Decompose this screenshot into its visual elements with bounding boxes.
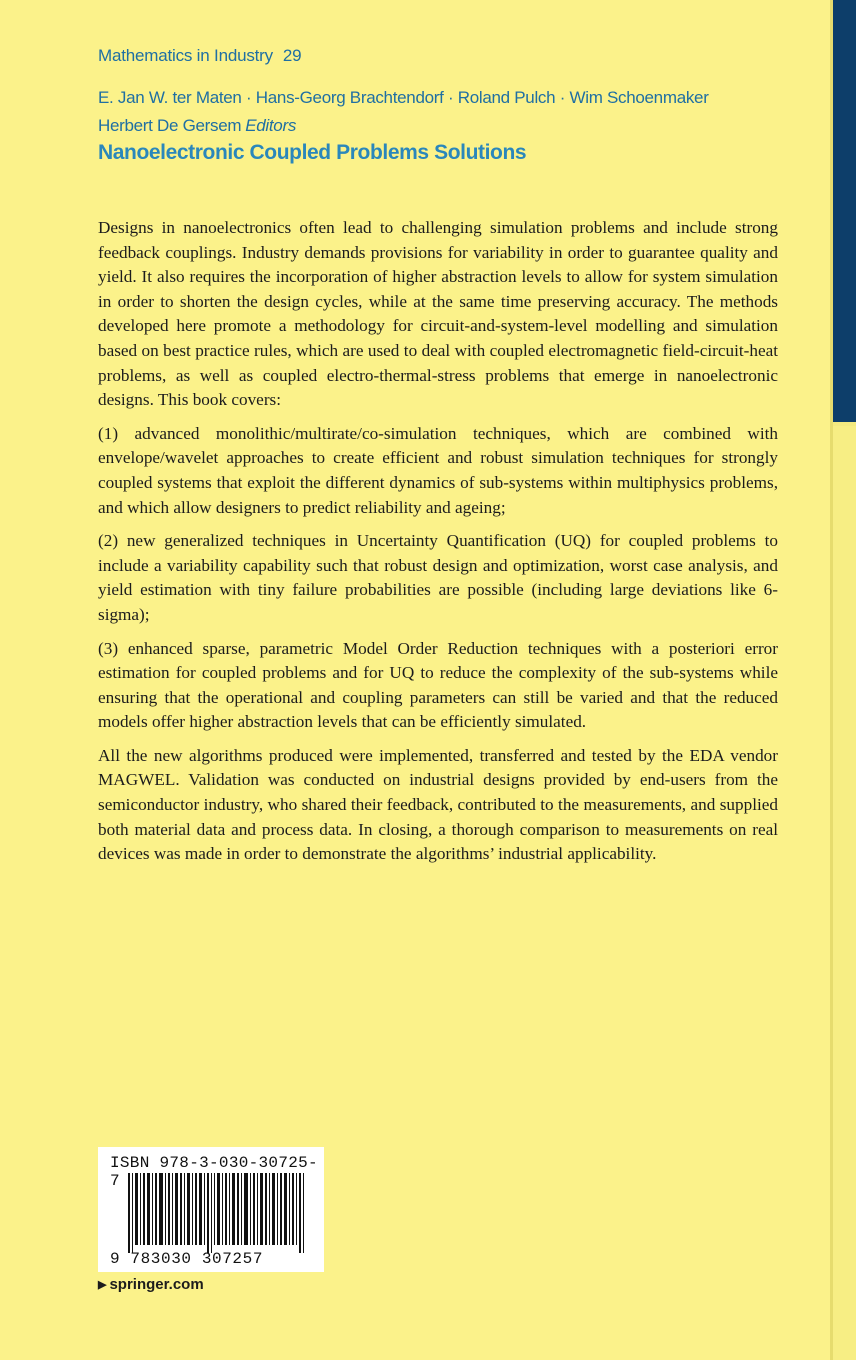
spine-divider (833, 422, 856, 426)
description-paragraph: (1) advanced monolithic/multirate/co-simulation techniques, which are combined with envelope/wavelet approaches to create efficient and robust simulation techniques for strongly coupled systems that exploit the different dynamics of sub-systems within multiphysics problems, and which allow designers to predict reliability and ageing; (98, 423, 778, 517)
publisher-url: springer.com (109, 1276, 204, 1293)
editor-names-line-1: E. Jan W. ter Maten · Hans-Georg Brachtendorf · Roland Pulch · Wim Schoenmaker (98, 88, 709, 107)
isbn-barcode-box (98, 1147, 324, 1272)
series-line (98, 46, 301, 66)
series-number: 29 (282, 46, 302, 65)
play-arrow-icon: ▶ (98, 1279, 107, 1291)
barcode-digits: 9 783030 307257 (110, 1250, 264, 1268)
description-paragraph: (3) enhanced sparse, parametric Model Order Reduction techniques with a posteriori error estimation for coupled problems and for UQ to reduce the complexity of the sub-systems while ensuring that the operational and coupling parameters can still be varied and that the reduced models offer higher abstraction levels that can be efficiently simulated. (98, 638, 778, 732)
publisher-link[interactable] (98, 1276, 204, 1293)
book-title: Nanoelectronic Coupled Problems Solutions (98, 141, 527, 164)
editors-role: Editors (245, 116, 297, 135)
description-paragraph: All the new algorithms produced were implemented, transferred and tested by the EDA vendor MAGWEL. Validation was conducted on industrial designs provided by end-users from the semiconductor industry, who shared their feedback, contributed to the measurements, and supplied both material data and process data. In closing, a thorough comparison to measurements on real devices was made in order to demonstrate the algorithms’ industrial applicability. (98, 745, 778, 864)
description-paragraph: Designs in nanoelectronics often lead to challenging simulation problems and include strong feedback couplings. Industry demands provisions for variability in order to guarantee quality and yield. It also requires the incorporation of higher abstraction levels to allow for system simulation in order to shorten the design cycles, while at the same time preserving accuracy. The methods developed here promote a methodology for circuit-and-system-level modelling and simulation based on best practice rules, which are used to deal with coupled electromagnetic field-circuit-heat problems, as well as coupled electro-thermal-stress problems that emerge in nanoelectronic designs. This book covers: (98, 218, 778, 410)
series-name: Mathematics in Industry (98, 46, 273, 65)
spine-lower (833, 422, 856, 1360)
spine-band (833, 0, 856, 422)
editor-names-line-2: Herbert De Gersem (98, 116, 242, 135)
isbn-label: ISBN 978-3-030-30725-7 (110, 1154, 318, 1190)
description-paragraph: (2) new generalized techniques in Uncertainty Quantification (UQ) for coupled problems to include a variability capability such that robust design and optimization, worst case analysis, and yield estimation with tiny failure probabilities are possible (including large deviations like 6-sigma); (98, 531, 778, 624)
editors-block (98, 84, 798, 140)
book-description (98, 216, 778, 876)
